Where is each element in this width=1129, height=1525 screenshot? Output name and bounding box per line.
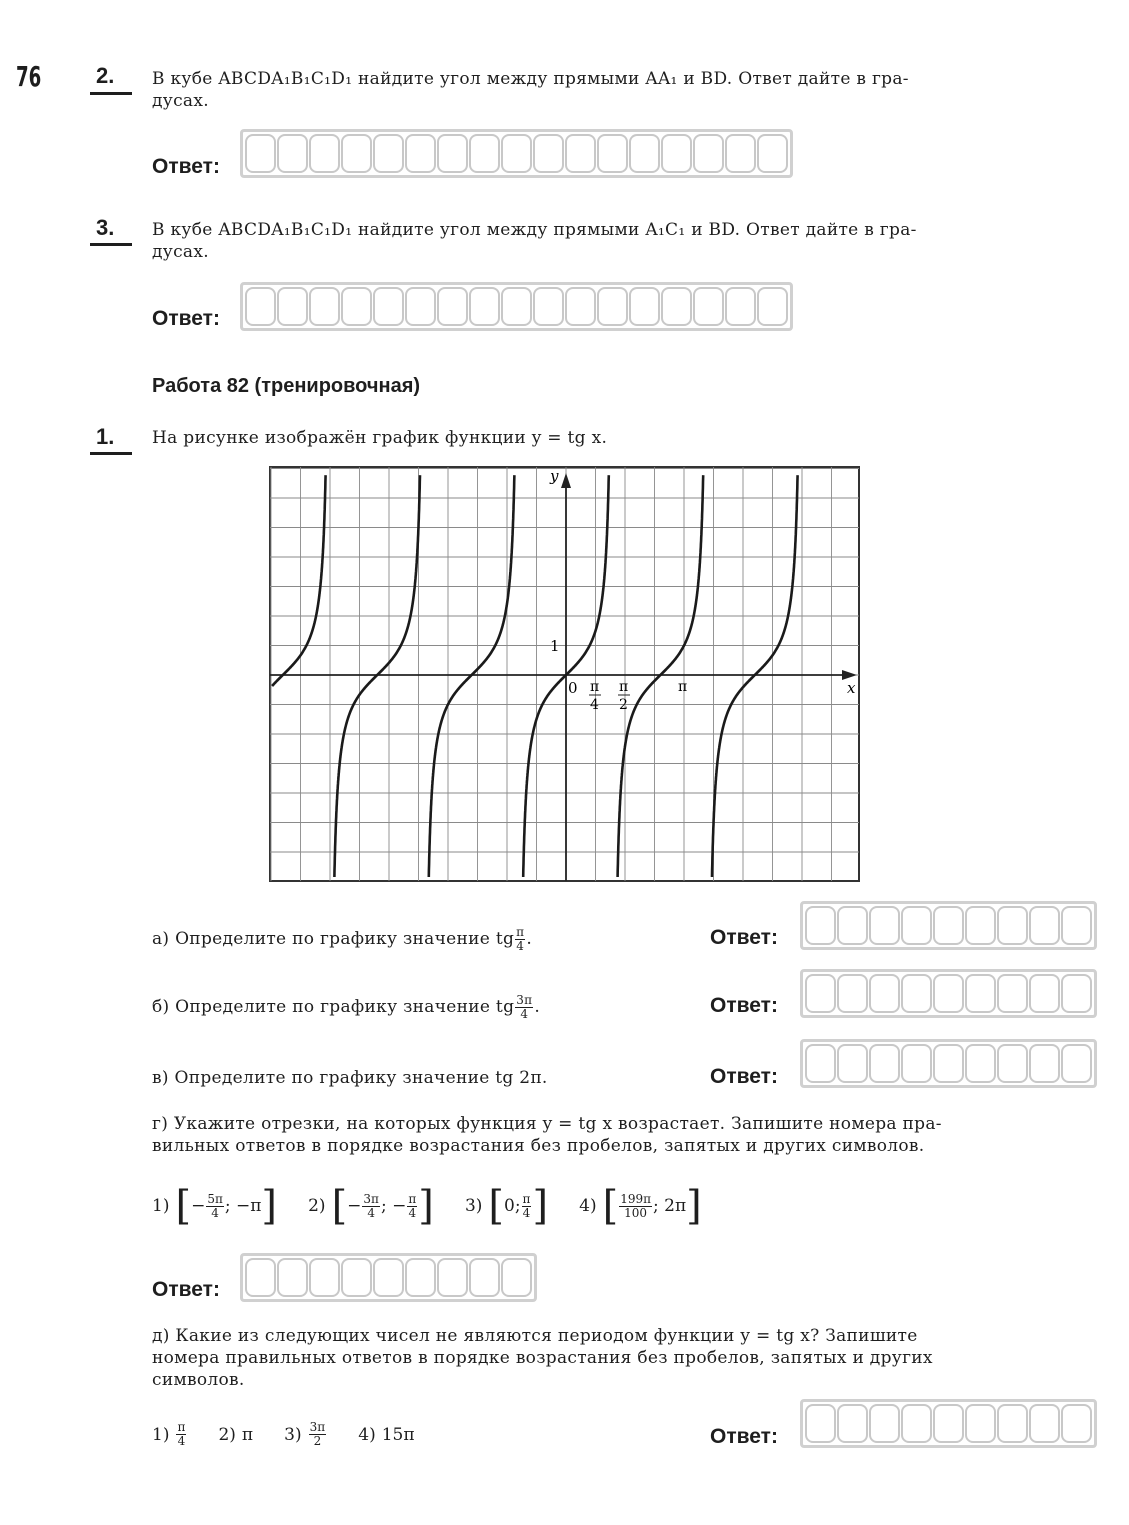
answer-cell[interactable] <box>965 906 996 945</box>
answer-cell[interactable] <box>373 287 404 326</box>
answer-cell[interactable] <box>501 1258 532 1297</box>
answer-cell[interactable] <box>997 1044 1028 1083</box>
answer-cell[interactable] <box>469 1258 500 1297</box>
d-option-2: 2) π <box>218 1424 254 1445</box>
answer-cell[interactable] <box>869 1404 900 1443</box>
pi-over-2-bottom: 2 <box>619 697 628 713</box>
answer-cell[interactable] <box>805 1404 836 1443</box>
pi-label: π <box>678 679 688 695</box>
answer-cell[interactable] <box>1061 906 1092 945</box>
answer-cell[interactable] <box>837 1404 868 1443</box>
d-option-3: 3) $\frac{3\pi}{2}$ <box>284 1420 326 1448</box>
task-2-underline <box>90 92 132 95</box>
answer-cell[interactable] <box>469 134 500 173</box>
answer-cell[interactable] <box>1061 1404 1092 1443</box>
task-2-text: В кубе ABCDA₁B₁C₁D₁ найдите угол между прямыми AA₁ и BD. Ответ дайте в гра- дусах. <box>152 69 909 111</box>
question-v-answer-boxes[interactable] <box>800 1039 1097 1088</box>
question-g-answer-label: Ответ: <box>152 1278 220 1301</box>
answer-cell[interactable] <box>405 287 436 326</box>
answer-cell[interactable] <box>965 1404 996 1443</box>
answer-cell[interactable] <box>597 287 628 326</box>
answer-cell[interactable] <box>1029 906 1060 945</box>
question-a-answer-label: Ответ: <box>710 926 778 949</box>
section-title: Работа 82 (тренировочная) <box>152 375 421 397</box>
task-3-answer-boxes[interactable] <box>240 282 793 331</box>
origin-label: 0 <box>568 679 578 697</box>
question-g-options <box>152 1183 728 1229</box>
answer-cell[interactable] <box>805 1044 836 1083</box>
answer-cell[interactable] <box>277 287 308 326</box>
one-label: 1 <box>550 637 560 655</box>
task-3-answer-label: Ответ: <box>152 307 220 330</box>
answer-cell[interactable] <box>501 287 532 326</box>
answer-cell[interactable] <box>501 134 532 173</box>
answer-cell[interactable] <box>997 906 1028 945</box>
x-axis-label: x <box>847 679 856 697</box>
question-a: а) Определите по графику значение tg $\frac{\pi}{4}$ . <box>152 925 533 953</box>
answer-cell[interactable] <box>805 974 836 1013</box>
question-b: б) Определите по графику значение tg $\frac{3\pi}{4}$ . <box>152 993 541 1021</box>
answer-cell[interactable] <box>869 906 900 945</box>
answer-cell[interactable] <box>373 134 404 173</box>
answer-cell[interactable] <box>533 134 564 173</box>
answer-cell[interactable] <box>997 1404 1028 1443</box>
question-d-text: д) Какие из следующих чисел не являются периодом функции y = tg x? Запишите номера правильных ответов в порядке возрастания без пробелов, запятых и других символов. <box>152 1326 933 1390</box>
answer-cell[interactable] <box>373 1258 404 1297</box>
answer-cell[interactable] <box>597 134 628 173</box>
answer-cell[interactable] <box>837 906 868 945</box>
answer-cell[interactable] <box>933 906 964 945</box>
answer-cell[interactable] <box>965 974 996 1013</box>
answer-cell[interactable] <box>1029 1404 1060 1443</box>
answer-cell[interactable] <box>341 287 372 326</box>
task-2-number: 2. <box>96 63 115 88</box>
answer-cell[interactable] <box>437 134 468 173</box>
answer-cell[interactable] <box>277 1258 308 1297</box>
g-option-3: 3) [ 0; $\frac{\pi}{4}$ ] <box>464 1183 549 1229</box>
answer-cell[interactable] <box>1029 1044 1060 1083</box>
answer-cell[interactable] <box>437 287 468 326</box>
g-option-4: 4) [ $\frac{199\pi}{100}$ ; 2π ] <box>579 1183 702 1229</box>
answer-cell[interactable] <box>341 134 372 173</box>
answer-cell[interactable] <box>245 1258 276 1297</box>
answer-cell[interactable] <box>245 287 276 326</box>
answer-cell[interactable] <box>1029 974 1060 1013</box>
answer-cell[interactable] <box>901 974 932 1013</box>
answer-cell[interactable] <box>725 287 756 326</box>
answer-cell[interactable] <box>805 906 836 945</box>
answer-cell[interactable] <box>405 1258 436 1297</box>
answer-cell[interactable] <box>965 1044 996 1083</box>
task-3-underline <box>90 243 132 246</box>
task-3-text: В кубе ABCDA₁B₁C₁D₁ найдите угол между прямыми A₁C₁ и BD. Ответ дайте в гра- дусах. <box>152 220 917 262</box>
answer-cell[interactable] <box>693 287 724 326</box>
answer-cell[interactable] <box>565 134 596 173</box>
answer-cell[interactable] <box>837 974 868 1013</box>
answer-cell[interactable] <box>725 134 756 173</box>
question-b-answer-boxes[interactable] <box>800 969 1097 1018</box>
d-option-1: 1) $\frac{\pi}{4}$ <box>152 1420 186 1448</box>
task-2-answer-boxes[interactable] <box>240 129 793 178</box>
answer-cell[interactable] <box>661 134 692 173</box>
answer-cell[interactable] <box>869 1044 900 1083</box>
answer-cell[interactable] <box>565 287 596 326</box>
question-b-answer-label: Ответ: <box>710 994 778 1017</box>
d-option-4: 4) 15π <box>358 1424 415 1445</box>
answer-cell[interactable] <box>693 134 724 173</box>
answer-cell[interactable] <box>629 134 660 173</box>
pi-over-4-bottom: 4 <box>590 697 599 713</box>
pi-over-2-top: π <box>619 679 629 695</box>
pi-over-4-top: π <box>590 679 600 695</box>
question-a-answer-boxes[interactable] <box>800 901 1097 950</box>
answer-cell[interactable] <box>997 974 1028 1013</box>
answer-cell[interactable] <box>933 1404 964 1443</box>
answer-cell[interactable] <box>837 1044 868 1083</box>
g-option-2: 2) [ − $\frac{3\pi}{4}$ ; − $\frac{\pi}{4}$ ] <box>308 1183 434 1229</box>
answer-cell[interactable] <box>437 1258 468 1297</box>
answer-cell[interactable] <box>933 1044 964 1083</box>
answer-cell[interactable] <box>629 287 660 326</box>
question-v-answer-label: Ответ: <box>710 1065 778 1088</box>
task-3-number: 3. <box>96 215 115 240</box>
question-d-answer-label: Ответ: <box>710 1425 778 1448</box>
task-1-underline <box>90 452 132 455</box>
answer-cell[interactable] <box>901 906 932 945</box>
question-g-answer-boxes[interactable] <box>240 1253 537 1302</box>
answer-cell[interactable] <box>933 974 964 1013</box>
answer-cell[interactable] <box>309 287 340 326</box>
y-axis-label: y <box>550 467 559 485</box>
task-1-intro: На рисунке изображён график функции y = tg x. <box>152 428 608 448</box>
answer-cell[interactable] <box>901 1044 932 1083</box>
question-g-text: г) Укажите отрезки, на которых функция y = tg x возрастает. Запишите номера пра- вильных ответов в порядке возрастания без пробелов, запятых и других символов. <box>152 1114 942 1156</box>
answer-cell[interactable] <box>757 134 788 173</box>
g-option-1: 1) [ − $\frac{5\pi}{4}$ ; −π ] <box>152 1183 278 1229</box>
answer-cell[interactable] <box>277 134 308 173</box>
page-number: 76 <box>16 60 42 93</box>
answer-cell[interactable] <box>757 287 788 326</box>
task-2-answer-label: Ответ: <box>152 155 220 178</box>
answer-cell[interactable] <box>309 134 340 173</box>
answer-cell[interactable] <box>405 134 436 173</box>
answer-cell[interactable] <box>661 287 692 326</box>
answer-cell[interactable] <box>469 287 500 326</box>
tangent-graph <box>268 465 862 885</box>
answer-cell[interactable] <box>245 134 276 173</box>
answer-cell[interactable] <box>901 1404 932 1443</box>
answer-cell[interactable] <box>869 974 900 1013</box>
question-v: в) Определите по графику значение tg 2π. <box>152 1068 548 1088</box>
answer-cell[interactable] <box>309 1258 340 1297</box>
question-d-answer-boxes[interactable] <box>800 1399 1097 1448</box>
answer-cell[interactable] <box>1061 974 1092 1013</box>
answer-cell[interactable] <box>341 1258 372 1297</box>
answer-cell[interactable] <box>533 287 564 326</box>
question-d-options <box>152 1421 441 1448</box>
task-1-number: 1. <box>96 424 115 449</box>
answer-cell[interactable] <box>1061 1044 1092 1083</box>
